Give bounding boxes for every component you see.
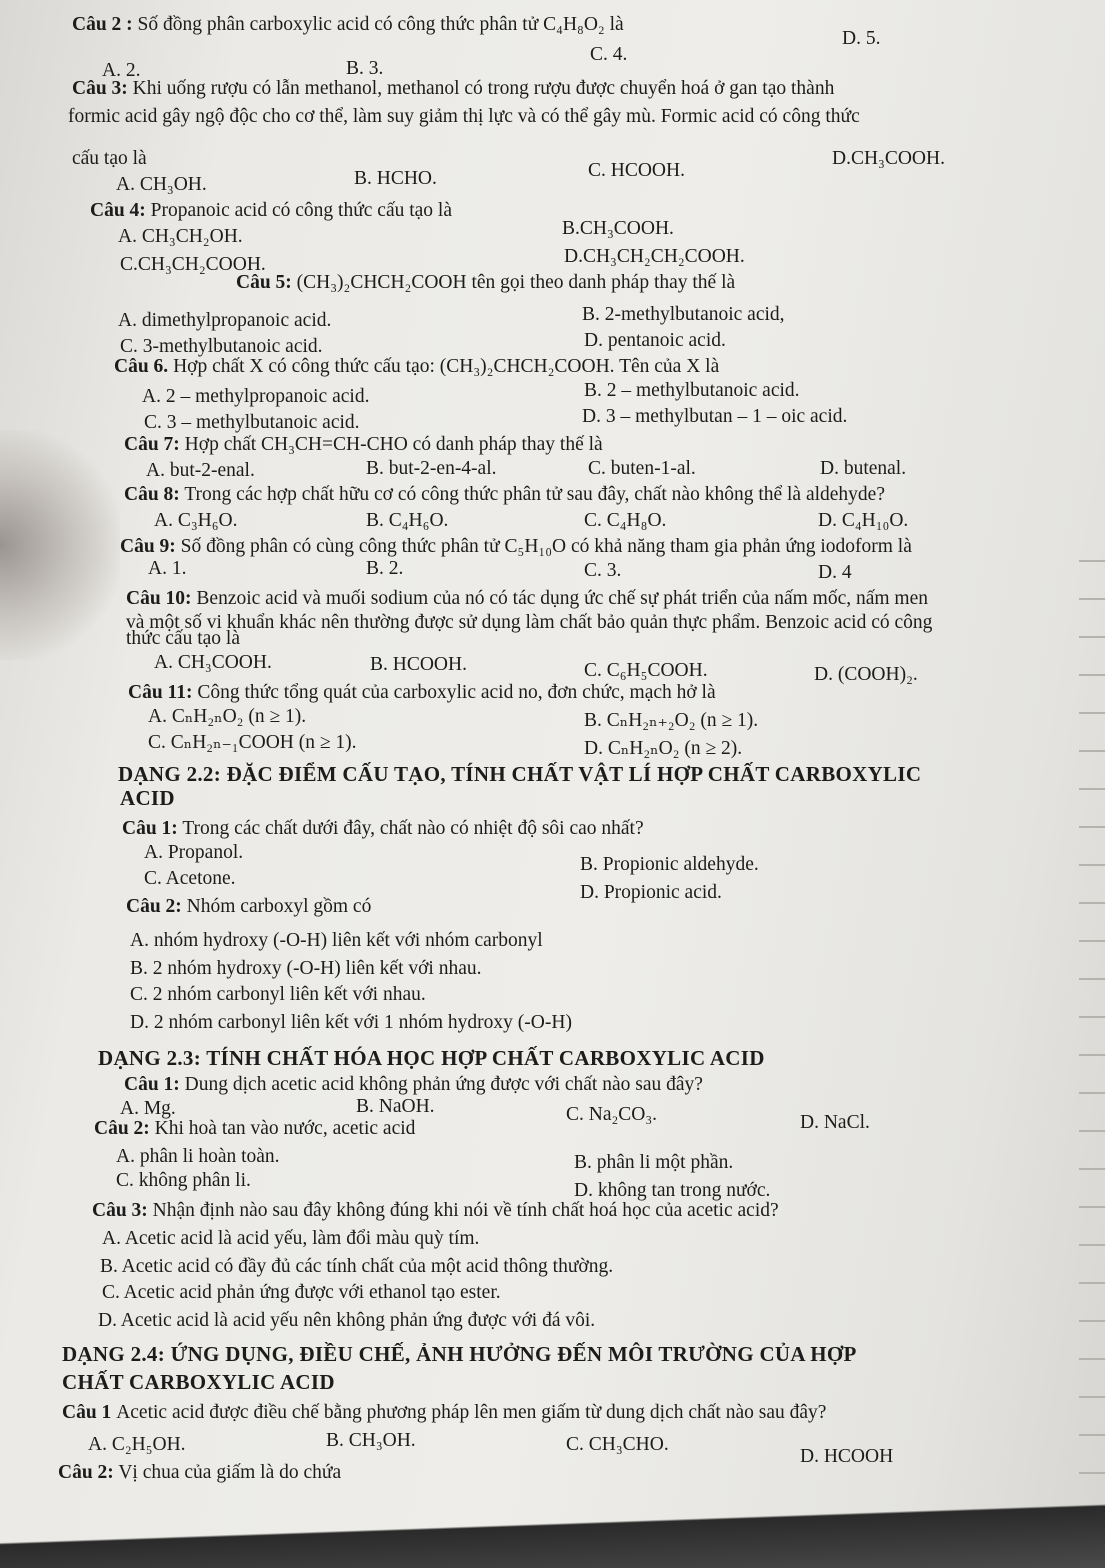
section-heading: ACID: [120, 786, 175, 810]
text-line: A. C₂H₅OH.: [88, 1434, 186, 1455]
text-line: D. Acetic acid là acid yếu nên không phản ứng được với đá vôi.: [98, 1310, 596, 1331]
question-number: Câu 1:: [124, 1074, 180, 1095]
text-line: D. 3 – methylbutan – 1 – oic acid.: [582, 406, 848, 427]
margin-rule: [1079, 1130, 1105, 1132]
text-line: C. Na₂CO₃.: [566, 1104, 658, 1125]
text-line: A. C₃H₆O.: [154, 510, 238, 531]
text-line: [114, 356, 719, 378]
section-heading: DẠNG 2.3: TÍNH CHẤT HÓA HỌC HỢP CHẤT CARBOXYLIC ACID: [98, 1046, 765, 1070]
text-line: cấu tạo là: [72, 148, 147, 169]
question-text: Trong các chất dưới đây, chất nào có nhiệt độ sôi cao nhất?: [177, 818, 644, 839]
text-line: C. 2 nhóm carbonyl liên kết với nhau.: [130, 984, 426, 1005]
question-number: Câu 7:: [124, 434, 180, 455]
margin-rule: [1079, 1092, 1105, 1094]
margin-rule: [1079, 1472, 1105, 1474]
text-line: A. Mg.: [120, 1098, 176, 1119]
margin-rule: [1079, 1396, 1105, 1398]
text-line: C. không phân li.: [116, 1170, 251, 1191]
text-line: D. 4: [818, 562, 852, 583]
text-line: A. nhóm hydroxy (-O-H) liên kết với nhóm carbonyl: [130, 930, 543, 951]
question-text: Nhóm carboxyl gồm có: [181, 896, 372, 917]
margin-rule: [1079, 1054, 1105, 1056]
margin-rule: [1079, 826, 1105, 828]
text-line: D. C₄H₁₀O.: [818, 510, 909, 531]
text-line: A. dimethylpropanoic acid.: [118, 310, 332, 331]
question-text: Acetic acid được điều chế bằng phương pháp lên men giấm từ dung dịch chất nào sau đây?: [116, 1402, 827, 1423]
question-number: Câu 3:: [72, 78, 128, 99]
text-line: [236, 272, 735, 294]
text-line: B. CₙH₂ₙ₊₂O₂ (n ≥ 1).: [584, 710, 759, 731]
text-line: formic acid gây ngộ độc cho cơ thể, làm suy giảm thị lực và có thể gây mù. Formic acid có công thức: [68, 106, 860, 127]
question-text: Công thức tổng quát của carboxylic acid no, đơn chức, mạch hở là: [192, 682, 716, 703]
question-text: Số đồng phân có cùng công thức phân tử C₅H₁₀O có khả năng tham gia phản ứng iodoform là: [175, 536, 912, 557]
section-heading: DẠNG 2.4: ỨNG DỤNG, ĐIỀU CHẾ, ẢNH HƯỞNG ĐẾN MÔI TRƯỜNG CỦA HỢP: [62, 1342, 857, 1366]
question-text: Dung dịch acetic acid không phản ứng được với chất nào sau đây?: [179, 1074, 703, 1095]
text-line: B. Propionic aldehyde.: [580, 854, 759, 875]
text-line: B. 3.: [346, 58, 384, 79]
text-line: [72, 78, 834, 100]
text-line: C. CH₃CHO.: [566, 1434, 669, 1455]
question-text: Số đồng phân carboxylic acid có công thức phân tử C₄H₈O₂ là: [132, 14, 624, 35]
text-line: thức cấu tạo là: [126, 628, 240, 649]
text-line: B. 2 – methylbutanoic acid.: [584, 380, 800, 401]
text-line: [120, 536, 912, 558]
text-line: C. 3.: [584, 560, 622, 581]
margin-rule: [1079, 636, 1105, 638]
text-line: [94, 1118, 415, 1140]
text-line: B. NaOH.: [356, 1096, 435, 1117]
text-line: [124, 1074, 703, 1096]
text-line: B. CH₃OH.: [326, 1430, 416, 1451]
question-number: Câu 10:: [126, 588, 192, 609]
question-number: Câu 3:: [92, 1200, 148, 1221]
margin-rule: [1079, 864, 1105, 866]
text-line: B. but-2-en-4-al.: [366, 458, 497, 479]
question-number: Câu 11:: [128, 682, 193, 703]
text-line: B. 2-methylbutanoic acid,: [582, 304, 785, 325]
section-heading: CHẤT CARBOXYLIC ACID: [62, 1370, 335, 1394]
margin-rule: [1079, 598, 1105, 600]
text-line: C. CₙH₂ₙ₋₁COOH (n ≥ 1).: [148, 732, 357, 753]
margin-rule: [1079, 1320, 1105, 1322]
margin-rule: [1079, 1282, 1105, 1284]
section-heading: DẠNG 2.2: ĐẶC ĐIỂM CẤU TẠO, TÍNH CHẤT VẬT LÍ HỢP CHẤT CARBOXYLIC: [118, 762, 922, 786]
question-number: Câu 5:: [236, 272, 292, 293]
margin-rule: [1079, 1206, 1105, 1208]
text-line: C. Acetone.: [144, 868, 236, 889]
text-line: [90, 200, 452, 222]
text-line: B. Acetic acid có đầy đủ các tính chất của một acid thông thường.: [100, 1256, 614, 1277]
text-line: D. 5.: [842, 28, 881, 49]
text-line: A. CH₃COOH.: [154, 652, 272, 673]
text-line: A. CH₃OH.: [116, 174, 207, 195]
question-text: Khi uống rượu có lẫn methanol, methanol có trong rượu được chuyển hoá ở gan tạo thành: [127, 78, 835, 99]
question-text: Propanoic acid có công thức cấu tạo là: [145, 200, 452, 221]
text-line: B. HCOOH.: [370, 654, 467, 675]
text-line: D. Propionic acid.: [580, 882, 722, 903]
text-line: A. phân li hoàn toàn.: [116, 1146, 280, 1167]
margin-rule: [1079, 712, 1105, 714]
text-line: C. buten-1-al.: [588, 458, 696, 479]
text-line: [62, 1402, 826, 1424]
margin-rule: [1079, 902, 1105, 904]
question-text: Benzoic acid và muối sodium của nó có tác dụng ức chế sự phát triển của nấm mốc, nấm men: [191, 588, 928, 609]
table-edge: [0, 1500, 1105, 1568]
question-text: Hợp chất CH₃CH=CH-CHO có danh pháp thay thế là: [179, 434, 603, 455]
text-line: [72, 14, 624, 36]
margin-rule: [1079, 674, 1105, 676]
text-line: D. (COOH)₂.: [814, 664, 918, 685]
text-line: A. 2.: [102, 60, 141, 81]
text-line: C. C₆H₅COOH.: [584, 660, 708, 681]
text-line: D.CH₃COOH.: [832, 148, 945, 169]
text-line: C.CH₃CH₂COOH.: [120, 254, 266, 275]
margin-rule: [1079, 1244, 1105, 1246]
text-line: A. CₙH₂ₙO₂ (n ≥ 1).: [148, 706, 307, 727]
text-line: D. pentanoic acid.: [584, 330, 726, 351]
question-number: Câu 2:: [94, 1118, 150, 1139]
margin-rule: [1079, 978, 1105, 980]
question-text: Hợp chất X có công thức cấu tạo: (CH₃)₂CHCH₂COOH. Tên của X là: [168, 356, 720, 377]
text-line: [58, 1462, 341, 1484]
question-number: Câu 6.: [114, 356, 169, 377]
question-text: (CH₃)₂CHCH₂COOH tên gọi theo danh pháp thay thế là: [291, 272, 736, 293]
text-line: C. 4.: [590, 44, 628, 65]
question-number: Câu 9:: [120, 536, 176, 557]
text-line: B.CH₃COOH.: [562, 218, 674, 239]
question-number: Câu 2 :: [72, 14, 133, 35]
text-line: C. 3-methylbutanoic acid.: [120, 336, 323, 357]
margin-rule: [1079, 1016, 1105, 1018]
text-line: C. C₄H₈O.: [584, 510, 667, 531]
text-line: và một số vi khuẩn khác nên thường được sử dụng làm chất bảo quản thực phẩm. Benzoic acid có công: [126, 612, 933, 633]
text-line: D. không tan trong nước.: [574, 1180, 771, 1201]
text-line: B. 2.: [366, 558, 404, 579]
question-number: Câu 8:: [124, 484, 180, 505]
text-line: [126, 588, 928, 610]
text-line: D.CH₃CH₂CH₂COOH.: [564, 246, 745, 267]
text-line: [124, 434, 603, 456]
margin-rule: [1079, 1434, 1105, 1436]
margin-rule: [1079, 940, 1105, 942]
text-line: D. CₙH₂ₙO₂ (n ≥ 2).: [584, 738, 743, 759]
text-line: A. but-2-enal.: [146, 460, 255, 481]
text-line: B. phân li một phần.: [574, 1152, 734, 1173]
text-line: D. HCOOH: [800, 1446, 894, 1467]
text-line: A. Acetic acid là acid yếu, làm đổi màu quỳ tím.: [102, 1228, 480, 1249]
margin-rule: [1079, 1358, 1105, 1360]
text-line: B. HCHO.: [354, 168, 437, 189]
text-line: D. butenal.: [820, 458, 907, 479]
margin-rule: [1079, 750, 1105, 752]
question-text: Vị chua của giấm là do chứa: [113, 1462, 342, 1483]
margin-rule: [1079, 1168, 1105, 1170]
question-text: Khi hoà tan vào nước, acetic acid: [149, 1118, 416, 1139]
margin-rule: [1079, 560, 1105, 562]
text-line: B. C₄H₆O.: [366, 510, 449, 531]
text-line: B. 2 nhóm hydroxy (-O-H) liên kết với nhau.: [130, 958, 482, 979]
text-line: A. 2 – methylpropanoic acid.: [142, 386, 370, 407]
text-line: C. 3 – methylbutanoic acid.: [144, 412, 360, 433]
text-line: [122, 818, 644, 840]
text-line: D. NaCl.: [800, 1112, 870, 1133]
text-line: [124, 484, 885, 506]
text-line: D. 2 nhóm carbonyl liên kết với 1 nhóm hydroxy (-O-H): [130, 1012, 572, 1033]
text-line: A. 1.: [148, 558, 187, 579]
text-line: C. Acetic acid phản ứng được với ethanol tạo ester.: [102, 1282, 501, 1303]
finger-shadow: [0, 430, 120, 660]
text-line: C. HCOOH.: [588, 160, 685, 181]
question-number: Câu 2:: [126, 896, 182, 917]
text-line: [92, 1200, 779, 1222]
text-line: A. Propanol.: [144, 842, 244, 863]
question-number: Câu 4:: [90, 200, 146, 221]
text-line: A. CH₃CH₂OH.: [118, 226, 243, 247]
question-text: Nhận định nào sau đây không đúng khi nói về tính chất hoá học của acetic acid?: [147, 1200, 779, 1221]
question-text: Trong các hợp chất hữu cơ có công thức phân tử sau đây, chất nào không thể là aldehyde?: [179, 484, 885, 505]
text-line: [126, 896, 371, 918]
margin-rule: [1079, 788, 1105, 790]
question-number: Câu 1:: [122, 818, 178, 839]
text-line: [128, 682, 716, 704]
question-number: Câu 2:: [58, 1462, 114, 1483]
question-number: Câu 1: [62, 1402, 117, 1423]
